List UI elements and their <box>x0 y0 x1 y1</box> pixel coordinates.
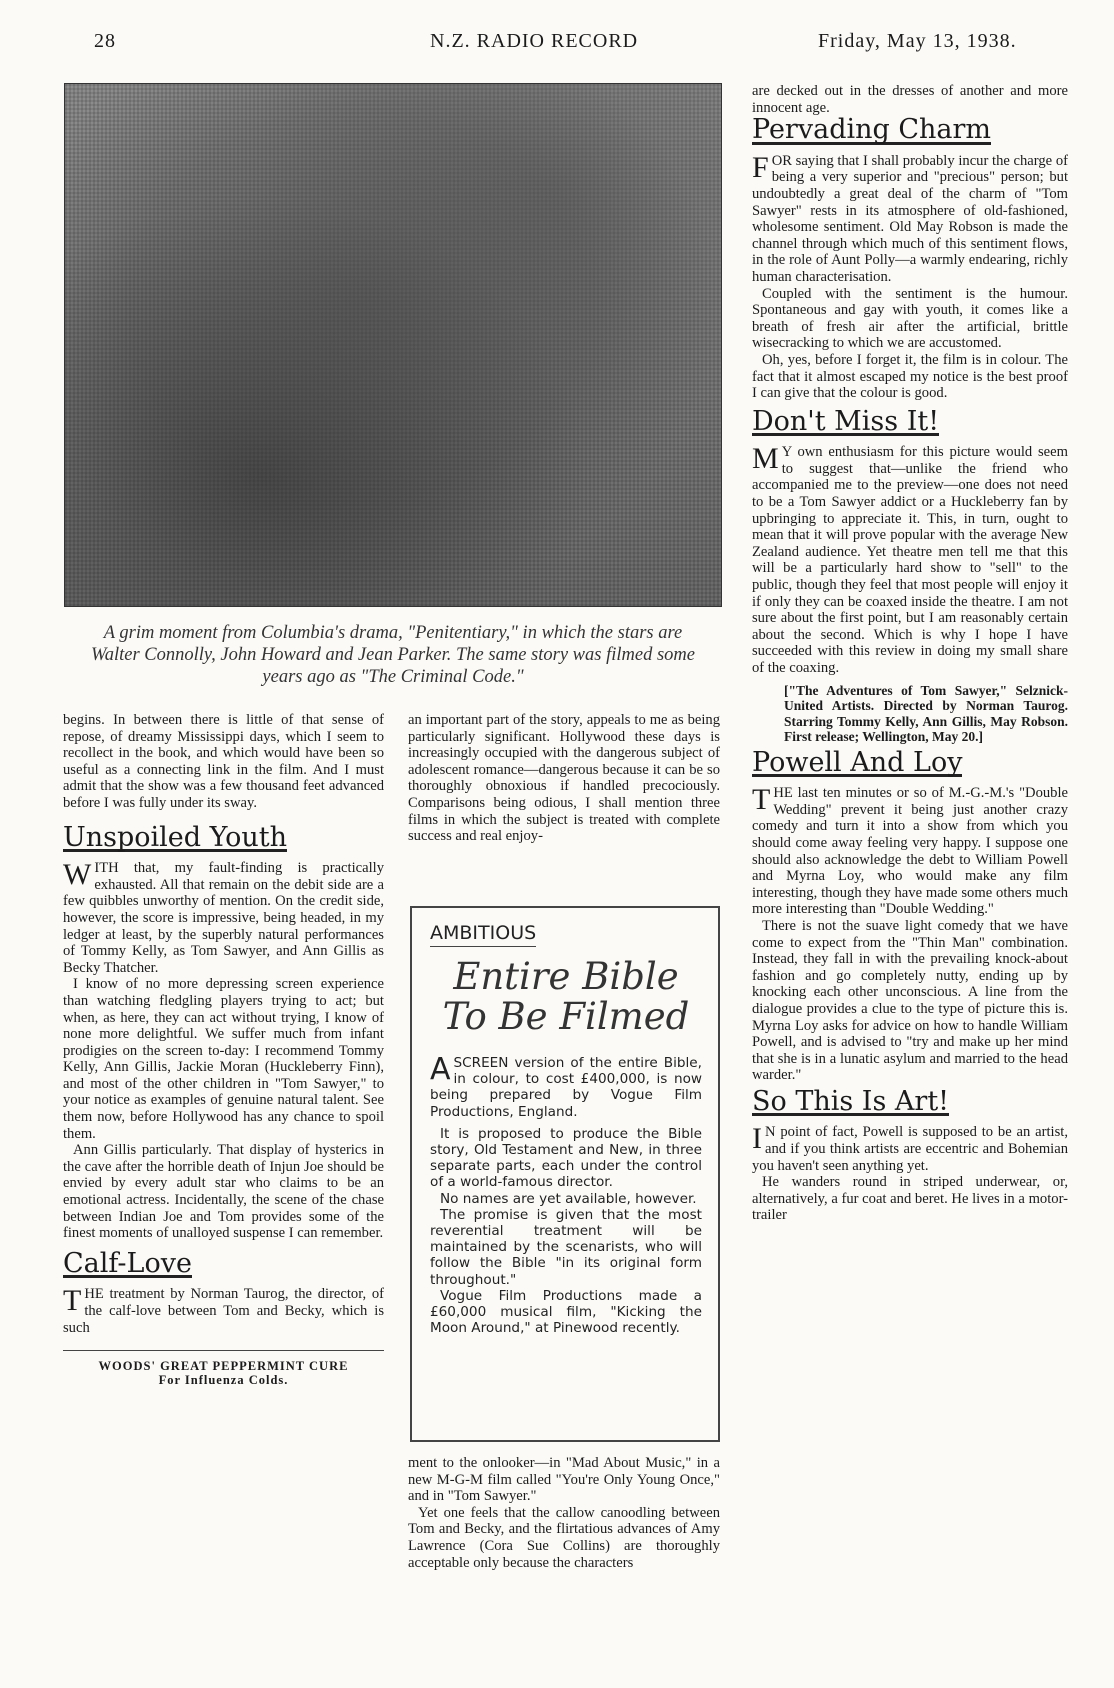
middle-bottom-p1: ment to the onlooker—in "Mad About Music," in a new M-G-M film called "You're Only Young Once," and in "Tom Sawyer." <box>408 1455 720 1505</box>
left-intro-paragraph: begins. In between there is little of that sense of repose, of dreamy Mississippi days, which I seem to recollect in the book, and which would have been so useful as a connecting link in the film. And I must admit that the show was a few thousand feet advanced before I was fully under its sway. <box>63 712 384 811</box>
right-intro-paragraph: are decked out in the dresses of another and more innocent age. <box>752 83 1068 116</box>
so-this-is-art-p1: N point of fact, Powell is supposed to be an artist, and if you think artists are eccentric and Bohemian you haven't seen anything yet. <box>752 1124 1068 1174</box>
box-p1: SCREEN version of the entire Bible, in colour, to cost £400,000, is now being prepared by Vogue Film Productions, England. <box>430 1055 702 1120</box>
heading-powell-and-loy: Powell And Loy <box>752 746 963 778</box>
drop-cap: T <box>752 783 771 817</box>
advert-line-1: WOODS' GREAT PEPPERMINT CURE <box>98 1359 349 1374</box>
pervading-charm-p1: OR saying that I shall probably incur the charge of being a very superior and "precious" person; but undoubtedly a great deal of the charm of "Tom Sawyer" rests in its atmosphere of old-fashioned, wholesome sentiment. Old May Robson is made the channel through which much of this sentiment flows, in the role of Aunt Polly—a warmly endearing, richly human characterisation. <box>752 152 1068 285</box>
left-column <box>63 712 384 1387</box>
drop-cap: F <box>752 150 769 184</box>
middle-top-paragraph: an important part of the story, appeals to me as being particularly significant. Hollywood these days is increasingly occupied with the dangerous subject of adolescent romance—dangerous because it can be so thoroughly obnoxious if handled precociously. Comparisons being odious, I shall mention three films in which the subject is treated with complete success and real enjoy- <box>408 712 720 845</box>
box-p4: The promise is given that the most reverential treatment will be maintained by the scenarists, who will follow the Bible "in its original form throughout." <box>430 1206 702 1288</box>
box-title: Entire Bible To Be Filmed <box>442 955 690 1038</box>
unspoiled-youth-p1: ITH that, my fault-finding is practically exhausted. All that remain on the debit side are a few quibbles unworthy of mention. On the credit side, however, the score is impressive, being headed, in my ledger at least, by the superbly natural performances of Tommy Kelly, as Tom Sawyer, and Ann Gillis as Becky Thatcher. <box>63 860 384 976</box>
film-still-photo <box>64 83 722 607</box>
heading-pervading-charm: Pervading Charm <box>752 114 992 146</box>
drop-cap: A <box>430 1052 451 1087</box>
so-this-is-art-p2: He wanders round in striped underwear, or, alternatively, a fur coat and beret. He lives in a motor-trailer <box>752 1174 1068 1224</box>
heading-unspoiled-youth: Unspoiled Youth <box>63 821 288 853</box>
film-credits: ["The Adventures of Tom Sawyer," Selznick-United Artists. Directed by Norman Taurog. Starring Tommy Kelly, Ann Gillis, May Robson. First release; Wellington, May 20.] <box>784 682 1068 745</box>
advert-line-2: For Influenza Colds. <box>158 1373 289 1388</box>
heading-dont-miss-it: Don't Miss It! <box>752 405 940 437</box>
box-p3: No names are yet available, however. <box>440 1190 697 1207</box>
middle-column-bottom <box>408 1455 720 1571</box>
middle-bottom-p2: Yet one feels that the callow canoodling between Tom and Becky, and the flirtatious advances of Amy Lawrence (Cora Sue Collins) are thoroughly acceptable only because the characters <box>408 1504 720 1571</box>
heading-calf-love: Calf-Love <box>63 1247 192 1279</box>
powell-loy-p2: There is not the suave light comedy that we have come to expect from the "Thin Man" combination. Instead, they fall in with the prevailing knock-about fashion and go completely nutty, ending up by knocking each other unconscious. A line from the dialogue provides a clue to the type of picture this is. Myrna Loy asks for advice on how to handle William Powell, and is advised to "try and make up her mind that she is in a lunatic asylum and married to the head warder." <box>752 917 1068 1084</box>
box-p5: Vogue Film Productions made a £60,000 musical film, "Kicking the Moon Around," at Pinewood recently. <box>430 1287 702 1337</box>
photo-caption: A grim moment from Columbia's drama, "Penitentiary," in which the stars are Walter Connolly, John Howard and Jean Parker. The same story was filmed some years ago as "The Criminal Code." <box>91 623 695 687</box>
box-kicker: AMBITIOUS <box>430 922 536 947</box>
drop-cap: W <box>63 858 92 892</box>
drop-cap: M <box>752 442 779 476</box>
drop-cap: I <box>752 1122 762 1156</box>
box-p2: It is proposed to produce the Bible story, Old Testament and New, in three separate parts, each under the control of a world-famous director. <box>430 1125 702 1191</box>
powell-loy-p1: HE last ten minutes or so of M.-G.-M.'s "Double Wedding" prevent it being just another crazy comedy and turn it into a show from which you should come away feeling very happy. I suppose one should also acknowledge the debt to William Powell and Myrna Loy, who would make any film interesting, though they have made some others much more interesting than "Double Wedding." <box>752 785 1068 918</box>
advertisement <box>63 1350 384 1387</box>
pervading-charm-p3: Oh, yes, before I forget it, the film is in colour. The fact that it almost escaped my notice is the best proof I can give that the colour is good. <box>752 351 1068 402</box>
drop-cap: T <box>63 1284 82 1318</box>
right-column <box>752 83 1068 1224</box>
calf-love-p1: HE treatment by Norman Taurog, the director, of the calf-love between Tom and Becky, which is such <box>63 1286 384 1336</box>
unspoiled-youth-p3: Ann Gillis particularly. That display of hysterics in the cave after the horrible death of Injun Joe should be envied by every adult star who claims to be an emotional actress. Incidentally, the scene of the chase between Indian Joe and Tom provides some of the finest moments of unalloyed suspense I can remember. <box>63 1142 384 1242</box>
unspoiled-youth-p2: I know of no more depressing screen experience than watching fledgling players trying to act; but when, as here, they can act without trying, I know of none more delightful. We suffer much from infant prodigies on the screen to-day: I recommend Tommy Kelly, Ann Gillis, Jackie Moran (Huckleberry Finn), and most of the other children in "Tom Sawyer," to your notice as examples of genuine natural talent. See them now, before Hollywood has any chance to spoil them. <box>63 976 384 1142</box>
heading-so-this-is-art: So This Is Art! <box>752 1085 950 1117</box>
page-number: 28 <box>94 30 116 52</box>
ambitious-box <box>410 906 720 1442</box>
middle-column-top <box>408 712 720 845</box>
publication-title: N.Z. RADIO RECORD <box>430 30 639 52</box>
dont-miss-it-p1: Y own enthusiasm for this picture would seem to suggest that—unlike the friend who accompanied me to the preview—one does not need to be a Tom Sawyer addict or a Huckleberry fan by upbringing to appreciate it. This, in turn, ought to mean that it will prove popular with the average New Zealand audience. Yet theatre men tell me that this will be a particularly hard show to "sell" to the public, though they feel that most people will enjoy it if only they can be coaxed inside the theatre. I am not sure about the first point, but I am reasonably certain about the second. Which is why I hope I have succeeded with this review in doing my small share of the coaxing. <box>752 444 1068 676</box>
pervading-charm-p2: Coupled with the sentiment is the humour. Spontaneous and gay with youth, it comes like a breath of fresh air after the artificial, brittle wisecracking to which we are accustomed. <box>752 285 1068 352</box>
issue-date: Friday, May 13, 1938. <box>818 30 1017 52</box>
